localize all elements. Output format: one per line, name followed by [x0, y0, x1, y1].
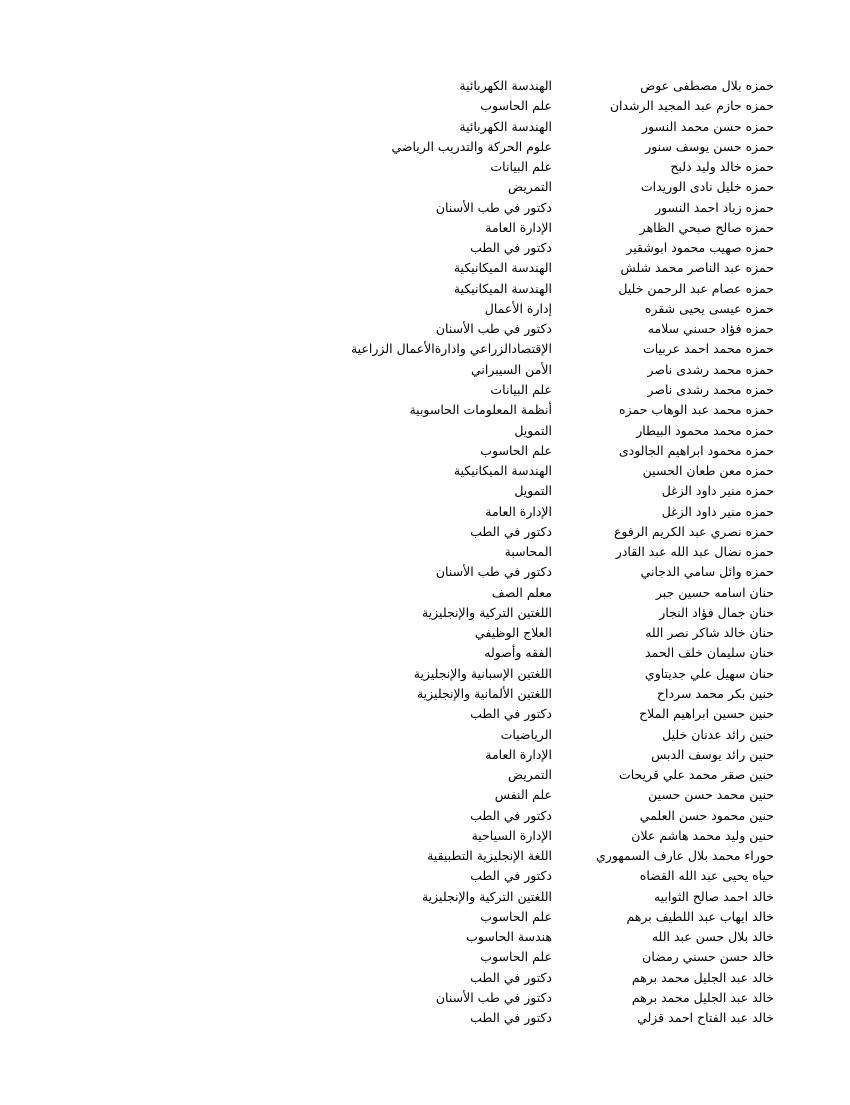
- list-item: [0, 339, 850, 359]
- student-major: علم الحاسوب: [480, 98, 552, 114]
- student-major: الهندسة الكهربائية: [459, 78, 552, 93]
- list-item: [0, 947, 850, 967]
- student-name: خالد حسن حسني رمضان: [642, 949, 774, 965]
- student-major: اللغتين التركية والإنجليزية: [421, 604, 552, 620]
- student-major: الهندسة الميكانيكية: [453, 260, 552, 276]
- list-item: [0, 258, 850, 278]
- list-item: [0, 400, 850, 420]
- student-major: التمويل: [514, 422, 552, 438]
- student-major: اللغة الإنجليزية التطبيقية: [427, 848, 552, 864]
- student-name: حمزه حسن محمد النسور: [642, 118, 774, 134]
- student-name: حمزه صالح صبحي الظاهر: [639, 219, 774, 235]
- student-name: حنين حسين ابراهيم الملاح: [639, 706, 774, 722]
- list-item: [0, 542, 850, 562]
- student-major: علم البيانات: [490, 159, 552, 175]
- list-item: [0, 785, 850, 805]
- list-item: [0, 765, 850, 785]
- student-major: علوم الحركة والتدريب الرياضي: [391, 138, 552, 154]
- student-name: حمزه عبد الناصر محمد شلش: [620, 260, 774, 276]
- list-item: [0, 562, 850, 582]
- list-item: [0, 907, 850, 927]
- student-major: الأمن السيبراني: [470, 361, 552, 377]
- student-name: حمزه محمد رشدى ناصر: [647, 381, 774, 397]
- list-item: [0, 117, 850, 137]
- student-name: حمزه منير داود الزغل: [661, 503, 774, 519]
- list-item: [0, 441, 850, 461]
- student-name: حنين بكر محمد سرداح: [656, 685, 774, 701]
- student-name: حنين صقر محمد علي قريحات: [618, 767, 774, 783]
- list-item: [0, 96, 850, 116]
- student-name: خالد بلال حسن عبد الله: [651, 929, 774, 945]
- list-item: [0, 664, 850, 684]
- list-item: [0, 1008, 850, 1028]
- list-item: [0, 927, 850, 947]
- student-name: حمزه خليل نادى الوريدات: [640, 179, 774, 195]
- student-name: حمزه محمد عبد الوهاب حمزه: [619, 402, 774, 418]
- student-name: حنان سهيل علي جديتاوي: [644, 665, 774, 681]
- list-item: [0, 603, 850, 623]
- student-name: حنين وليد محمد هاشم علان: [631, 827, 774, 843]
- student-major: العلاج الوظيفي: [474, 625, 552, 641]
- student-name: حمزه فؤاد حسني سلامه: [647, 321, 774, 337]
- list-item: [0, 157, 850, 177]
- list-item: [0, 502, 850, 522]
- list-item: [0, 745, 850, 765]
- list-item: [0, 887, 850, 907]
- student-major: دكتور في الطب: [470, 868, 552, 884]
- student-major: دكتور في الطب: [470, 523, 552, 539]
- list-item: [0, 988, 850, 1008]
- student-name: حمزه حسن يوسف سنور: [645, 138, 774, 154]
- student-name: حمزه حازم عبد المجيد الرشدان: [609, 98, 774, 114]
- student-major: علم الحاسوب: [480, 949, 552, 965]
- list-item: [0, 481, 850, 501]
- student-major: الإدارة العامة: [485, 219, 552, 235]
- student-major: التمريض: [508, 179, 552, 195]
- student-major: دكتور في الطب: [470, 1010, 552, 1026]
- student-name: حمزه وائل سامي الدجاني: [640, 564, 774, 580]
- list-item: [0, 643, 850, 663]
- student-major: دكتور في الطب: [470, 706, 552, 722]
- student-major: الفقه وأصوله: [484, 645, 552, 661]
- list-item: [0, 826, 850, 846]
- student-major: اللغتين الإسبانية والإنجليزية: [413, 665, 552, 681]
- list-item: [0, 623, 850, 643]
- student-major: الهندسة الميكانيكية: [453, 280, 552, 296]
- student-name: حنين محمود حسن العلمي: [639, 807, 774, 823]
- list-item: [0, 866, 850, 886]
- student-name: حنين محمد حسن حسين: [648, 787, 774, 803]
- student-name: حوراء محمد بلال عارف السمهوري: [596, 848, 774, 864]
- list-item: [0, 583, 850, 603]
- student-major: دكتور في طب الأسنان: [435, 989, 552, 1005]
- student-major: التمريض: [508, 767, 552, 783]
- student-name: خالد احمد صالح الثوابيه: [653, 888, 774, 904]
- list-item: [0, 198, 850, 218]
- list-item: [0, 218, 850, 238]
- student-name: حنين رائد يوسف الدبس: [651, 746, 774, 762]
- student-name: حمزه عيسى يحيى شقره: [644, 300, 774, 316]
- list-item: [0, 177, 850, 197]
- student-major: اللغتين الألمانية والإنجليزية: [416, 685, 552, 701]
- student-major: الإدارة السياحية: [471, 827, 552, 843]
- student-list: [0, 76, 850, 1028]
- student-major: الإدارة العامة: [485, 503, 552, 519]
- student-major: دكتور في طب الأسنان: [435, 564, 552, 580]
- student-name: حنان خالد شاكر نصر الله: [645, 625, 774, 641]
- student-name: حياه يحيى عبد الله القضاه: [639, 868, 774, 884]
- list-item: [0, 319, 850, 339]
- student-name: حنين رائد عدنان خليل: [662, 726, 774, 742]
- student-name: خالد عبد الجليل محمد برهم: [631, 969, 774, 985]
- student-major: الإدارة العامة: [485, 746, 552, 762]
- student-major: الإقتصادالزراعي وادارةالأعمال الزراعية: [350, 341, 552, 357]
- student-name: حمزه محمد رشدى ناصر: [647, 361, 774, 377]
- student-name: حمزه نصري عبد الكريم الرفوع: [613, 523, 774, 539]
- list-item: [0, 806, 850, 826]
- student-major: دكتور في الطب: [470, 240, 552, 256]
- student-major: علم الحاسوب: [480, 908, 552, 924]
- student-name: حنان جمال فؤاد النجار: [659, 604, 774, 620]
- student-major: أنظمة المعلومات الحاسوبية: [409, 402, 552, 418]
- list-item: [0, 279, 850, 299]
- student-name: خالد ايهاب عبد اللطيف برهم: [626, 908, 774, 924]
- student-major: علم البيانات: [490, 381, 552, 397]
- student-name: حمزه بلال مصطفى عوض: [640, 78, 774, 93]
- list-item: [0, 380, 850, 400]
- student-name: حمزه محمد احمد عربيات: [642, 341, 774, 357]
- student-major: المحاسبة: [504, 544, 552, 560]
- student-major: دكتور في الطب: [470, 807, 552, 823]
- student-major: دكتور في طب الأسنان: [435, 199, 552, 215]
- list-item: [0, 299, 850, 319]
- list-item: [0, 137, 850, 157]
- list-item: [0, 846, 850, 866]
- list-item: [0, 76, 850, 96]
- student-name: حمزه صهيب محمود ابوشقير: [626, 240, 774, 256]
- student-major: الهندسة الكهربائية: [459, 118, 552, 134]
- student-major: الرياضيات: [500, 726, 552, 742]
- student-major: دكتور في طب الأسنان: [435, 321, 552, 337]
- student-major: الهندسة الميكانيكية: [453, 463, 552, 479]
- student-major: علم الحاسوب: [480, 442, 552, 458]
- list-item: [0, 238, 850, 258]
- student-major: التمويل: [514, 483, 552, 499]
- student-major: اللغتين التركية والإنجليزية: [421, 888, 552, 904]
- list-item: [0, 725, 850, 745]
- student-name: حمزه محمد محمود البيطار: [636, 422, 774, 438]
- student-major: دكتور في الطب: [470, 969, 552, 985]
- student-name: حمزه منير داود الزغل: [661, 483, 774, 499]
- list-item: [0, 684, 850, 704]
- student-name: حمزه محمود ابراهيم الجالودى: [618, 442, 774, 458]
- student-name: حمزه عصام عبد الرحمن خليل: [618, 280, 774, 296]
- list-item: [0, 461, 850, 481]
- student-name: خالد عبد الفتاح احمد قزلي: [637, 1010, 774, 1026]
- list-item: [0, 522, 850, 542]
- student-name: حنان سليمان خلف الحمد: [645, 645, 774, 661]
- student-name: حمزه نضال عبد الله عبد القادر: [615, 544, 774, 560]
- student-name: حمزه معن طعان الحسين: [642, 463, 774, 479]
- student-name: حنان اسامه حسين جبر: [655, 584, 774, 600]
- student-major: علم النفس: [494, 787, 552, 803]
- list-item: [0, 421, 850, 441]
- student-name: خالد عبد الجليل محمد برهم: [631, 989, 774, 1005]
- student-major: هندسة الحاسوب: [466, 929, 552, 945]
- list-item: [0, 704, 850, 724]
- student-major: معلم الصف: [491, 584, 552, 600]
- list-item: [0, 360, 850, 380]
- student-major: إدارة الأعمال: [484, 300, 552, 316]
- student-name: حمزه خالد وليد دلبح: [670, 159, 774, 175]
- student-name: حمزه زياد احمد النسور: [655, 199, 774, 215]
- list-item: [0, 968, 850, 988]
